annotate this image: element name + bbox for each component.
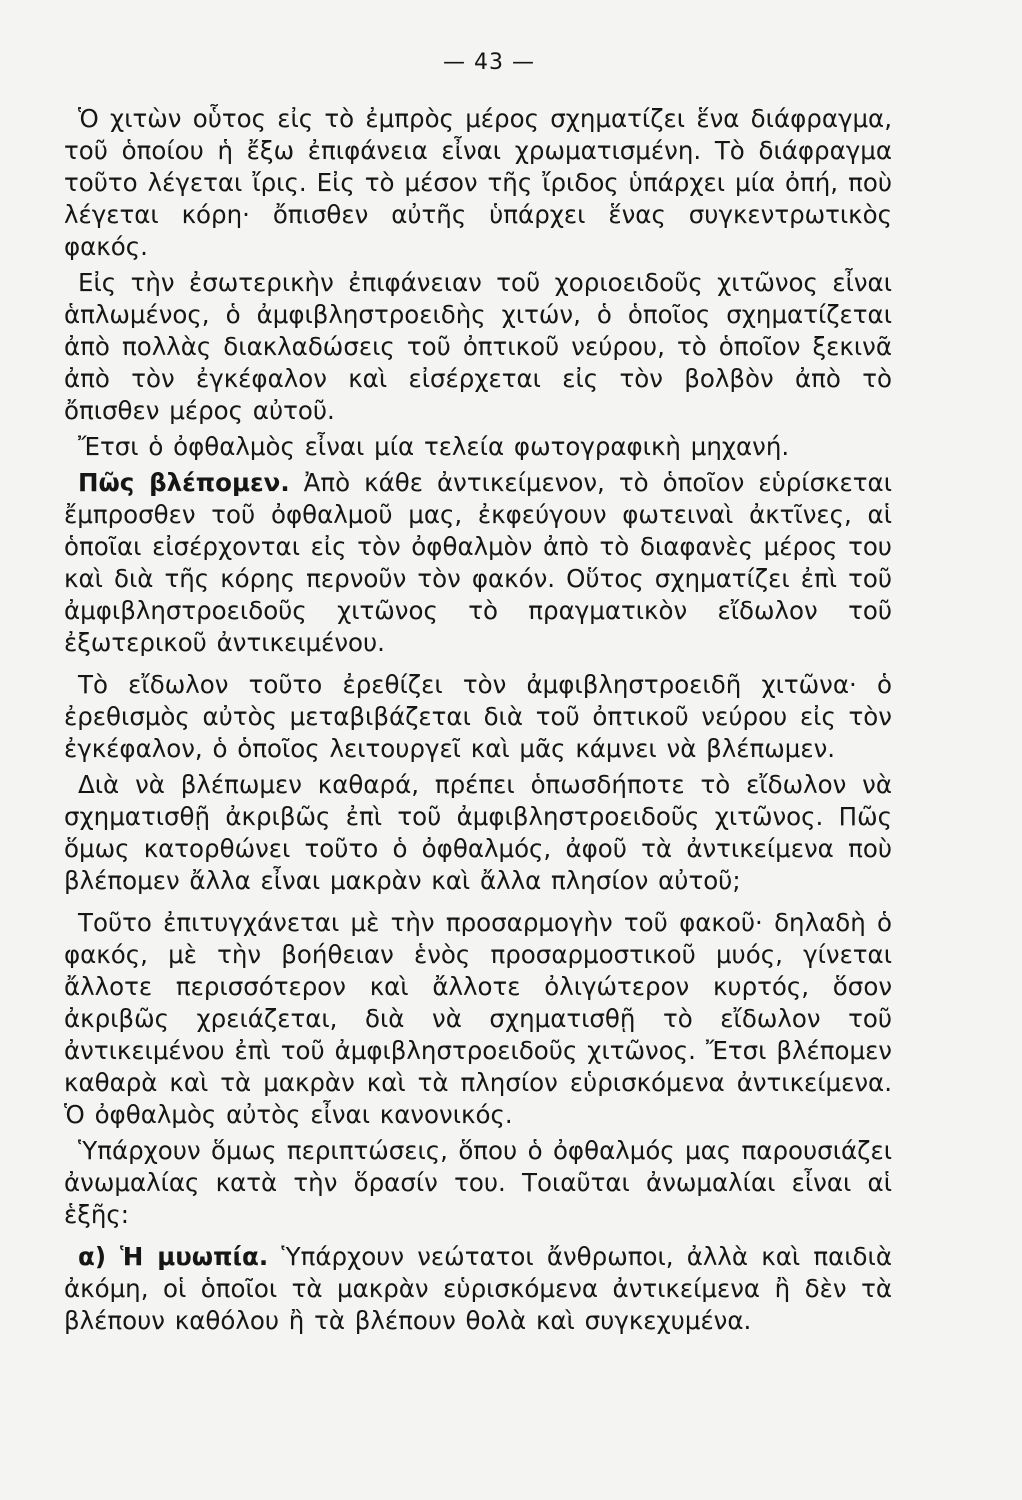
- page-number: — 43 —: [443, 50, 535, 75]
- paragraph-how-we-see: [64, 467, 892, 659]
- paragraph-text: Τοῦτο ἐπιτυγχάνεται μὲ τὴν προσαρμογὴν τοῦ φακοῦ· δηλαδὴ ὁ φακός, μὲ τὴν βοήθειαν ἑνὸς προσαρμοστικοῦ μυός, γίνεται ἄλλοτε περισσότερον καὶ ἄλλοτε ὀλιγώτερον κυρτός, ὅσον ἀκριβῶς χρειάζεται, διὰ νὰ σχηματισθῇ τὸ εἴδωλον τοῦ ἀντικειμένου ἐπὶ τοῦ ἀμφιβληστροειδοῦς χιτῶνος. Ἔτσι βλέπομεν καθαρὰ καὶ τὰ μακρὰν καὶ τὰ πλησίον εὑρισκόμενα ἀντικείμενα. Ὁ ὀφθαλμὸς αὐτὸς εἶναι κανονικός.: [64, 908, 892, 1129]
- paragraph-text: Ἔτσι ὁ ὀφθαλμὸς εἶναι μία τελεία φωτογραφικὴ μηχανή.: [78, 432, 790, 461]
- paragraph-text: Ὑπάρχουν νεώτατοι ἄνθρωποι, ἀλλὰ καὶ παιδιὰ ἀκόμη, οἱ ὁποῖοι τὰ μακρὰν εὑρισκόμενα ἀντικείμενα ἢ δὲν τὰ βλέπουν καθόλου ἢ τὰ βλέπουν θολὰ καὶ συγκεχυμένα.: [64, 1242, 892, 1335]
- paragraph-camera: [64, 431, 892, 463]
- paragraph-text: Ὁ χιτὼν οὗτος εἰς τὸ ἐμπρὸς μέρος σχηματίζει ἕνα διάφραγμα, τοῦ ὁποίου ἡ ἔξω ἐπιφάνεια εἶναι χρωματισμένη. Τὸ διάφραγμα τοῦτο λέγεται ἴρις. Εἰς τὸ μέσον τῆς ἴριδος ὑπάρχει μία ὀπή, ποὺ λέγεται κόρη· ὄπισθεν αὐτῆς ὑπάρχει ἕνας συγκεντρωτικὸς φακός.: [64, 104, 892, 261]
- paragraph-clear-vision: [64, 769, 892, 897]
- section-heading-how-we-see: Πῶς βλέπομεν.: [78, 468, 290, 497]
- paragraph-retina: [64, 267, 892, 427]
- paragraph-text: Ἀπὸ κάθε ἀντικείμενον, τὸ ὁποῖον εὑρίσκεται ἔμπροσθεν τοῦ ὀφθαλμοῦ μας, ἐκφεύγουν φωτειναὶ ἀκτῖνες, αἱ ὁποῖαι εἰσέρχονται εἰς τὸν ὀφθαλμὸν ἀπὸ τὸ διαφανὲς μέρος του καὶ διὰ τῆς κόρης περνοῦν τὸν φακόν. Οὕτος σχηματίζει ἐπὶ τοῦ ἀμφιβληστροειδοῦς χιτῶνος τὸ πραγματικὸν εἴδωλον τοῦ ἐξωτερικοῦ ἀντικειμένου.: [64, 468, 892, 657]
- paragraph-text: Εἰς τὴν ἐσωτερικὴν ἐπιφάνειαν τοῦ χοριοειδοῦς χιτῶνος εἶναι ἁπλωμένος, ὁ ἀμφιβληστροειδὴς χιτών, ὁ ὁποῖος σχηματίζεται ἀπὸ πολλὰς διακλαδώσεις τοῦ ὀπτικοῦ νεύρου, τὸ ὁποῖον ξεκινᾶ ἀπὸ τὸν ἐγκέφαλον καὶ εἰσέρχεται εἰς τὸν βολβὸν ἀπὸ τὸ ὄπισθεν μέρος αὐτοῦ.: [64, 268, 892, 425]
- paragraph-anomalies: [64, 1135, 892, 1231]
- section-heading-myopia: α) Ἡ μυωπία.: [78, 1242, 269, 1271]
- paragraph-accommodation: [64, 907, 892, 1131]
- paragraph-text: Τὸ εἴδωλον τοῦτο ἐρεθίζει τὸν ἀμφιβληστροειδῆ χιτῶνα· ὁ ἐρεθισμὸς αὐτὸς μεταβιβάζεται διὰ τοῦ ὀπτικοῦ νεύρου εἰς τὸν ἐγκέφαλον, ὁ ὁποῖος λειτουργεῖ καὶ μᾶς κάμνει νὰ βλέπωμεν.: [64, 670, 892, 763]
- paragraph-iris: [64, 103, 892, 263]
- paragraph-image-stimulus: [64, 669, 892, 765]
- paragraph-myopia: [64, 1241, 892, 1337]
- paragraph-text: Διὰ νὰ βλέπωμεν καθαρά, πρέπει ὁπωσδήποτε τὸ εἴδωλον νὰ σχηματισθῇ ἀκριβῶς ἐπὶ τοῦ ἀμφιβληστροειδοῦς χιτῶνος. Πῶς ὅμως κατορθώνει τοῦτο ὁ ὀφθαλμός, ἀφοῦ τὰ ἀντικείμενα ποὺ βλέπομεν ἄλλα εἶναι μακρὰν καὶ ἄλλα πλησίον αὐτοῦ;: [64, 770, 892, 895]
- paragraph-text: Ὑπάρχουν ὅμως περιπτώσεις, ὅπου ὁ ὀφθαλμός μας παρουσιάζει ἀνωμαλίας κατὰ τὴν ὅρασίν του. Τοιαῦται ἀνωμαλίαι εἶναι αἱ ἑξῆς:: [64, 1136, 892, 1229]
